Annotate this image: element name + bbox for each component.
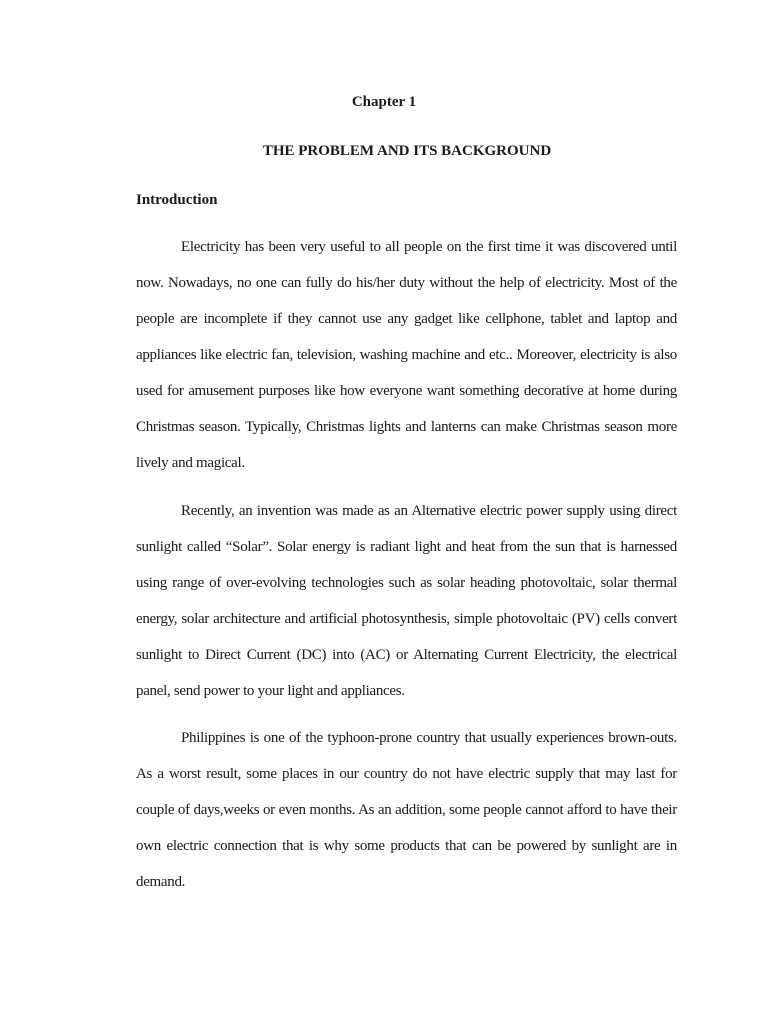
section-heading: Introduction [136,192,218,208]
body-paragraph: Philippines is one of the typhoon-prone country that usually experiences brown-outs. As a worst result, some places in our country do not have electric supply that may last for couple of days,weeks or even months. As an addition, some people cannot afford to have their own electric connection that is why some products that can be powered by sunlight are in demand. [136,730,677,890]
chapter-label: Chapter 1 [351,94,417,110]
body-paragraph: Electricity has been very useful to all people on the first time it was discovered until now. Nowadays, no one can fully do his/her duty without the help of electricity. Most of the people are incomplete if they cannot use any gadget like cellphone, tablet and laptop and appliances like electric fan, television, washing machine and etc.. Moreover, electricity is also used for amusement purposes like how everyone want something decorative at home during Christmas season. Typically, Christmas lights and lanterns can make Christmas season more lively and magical. [136,239,677,471]
body-paragraph: Recently, an invention was made as an Alternative electric power supply using direct sunlight called “Solar”. Solar energy is radiant light and heat from the sun that is harnessed using range of over-evolving technologies such as solar heading photovoltaic, solar thermal energy, solar architecture and artificial photosynthesis, simple photovoltaic (PV) cells convert sunlight to Direct Current (DC) into (AC) or Alternating Current Electricity, the electrical panel, send power to your light and appliances. [136,503,677,699]
chapter-title: THE PROBLEM AND ITS BACKGROUND [262,143,552,159]
